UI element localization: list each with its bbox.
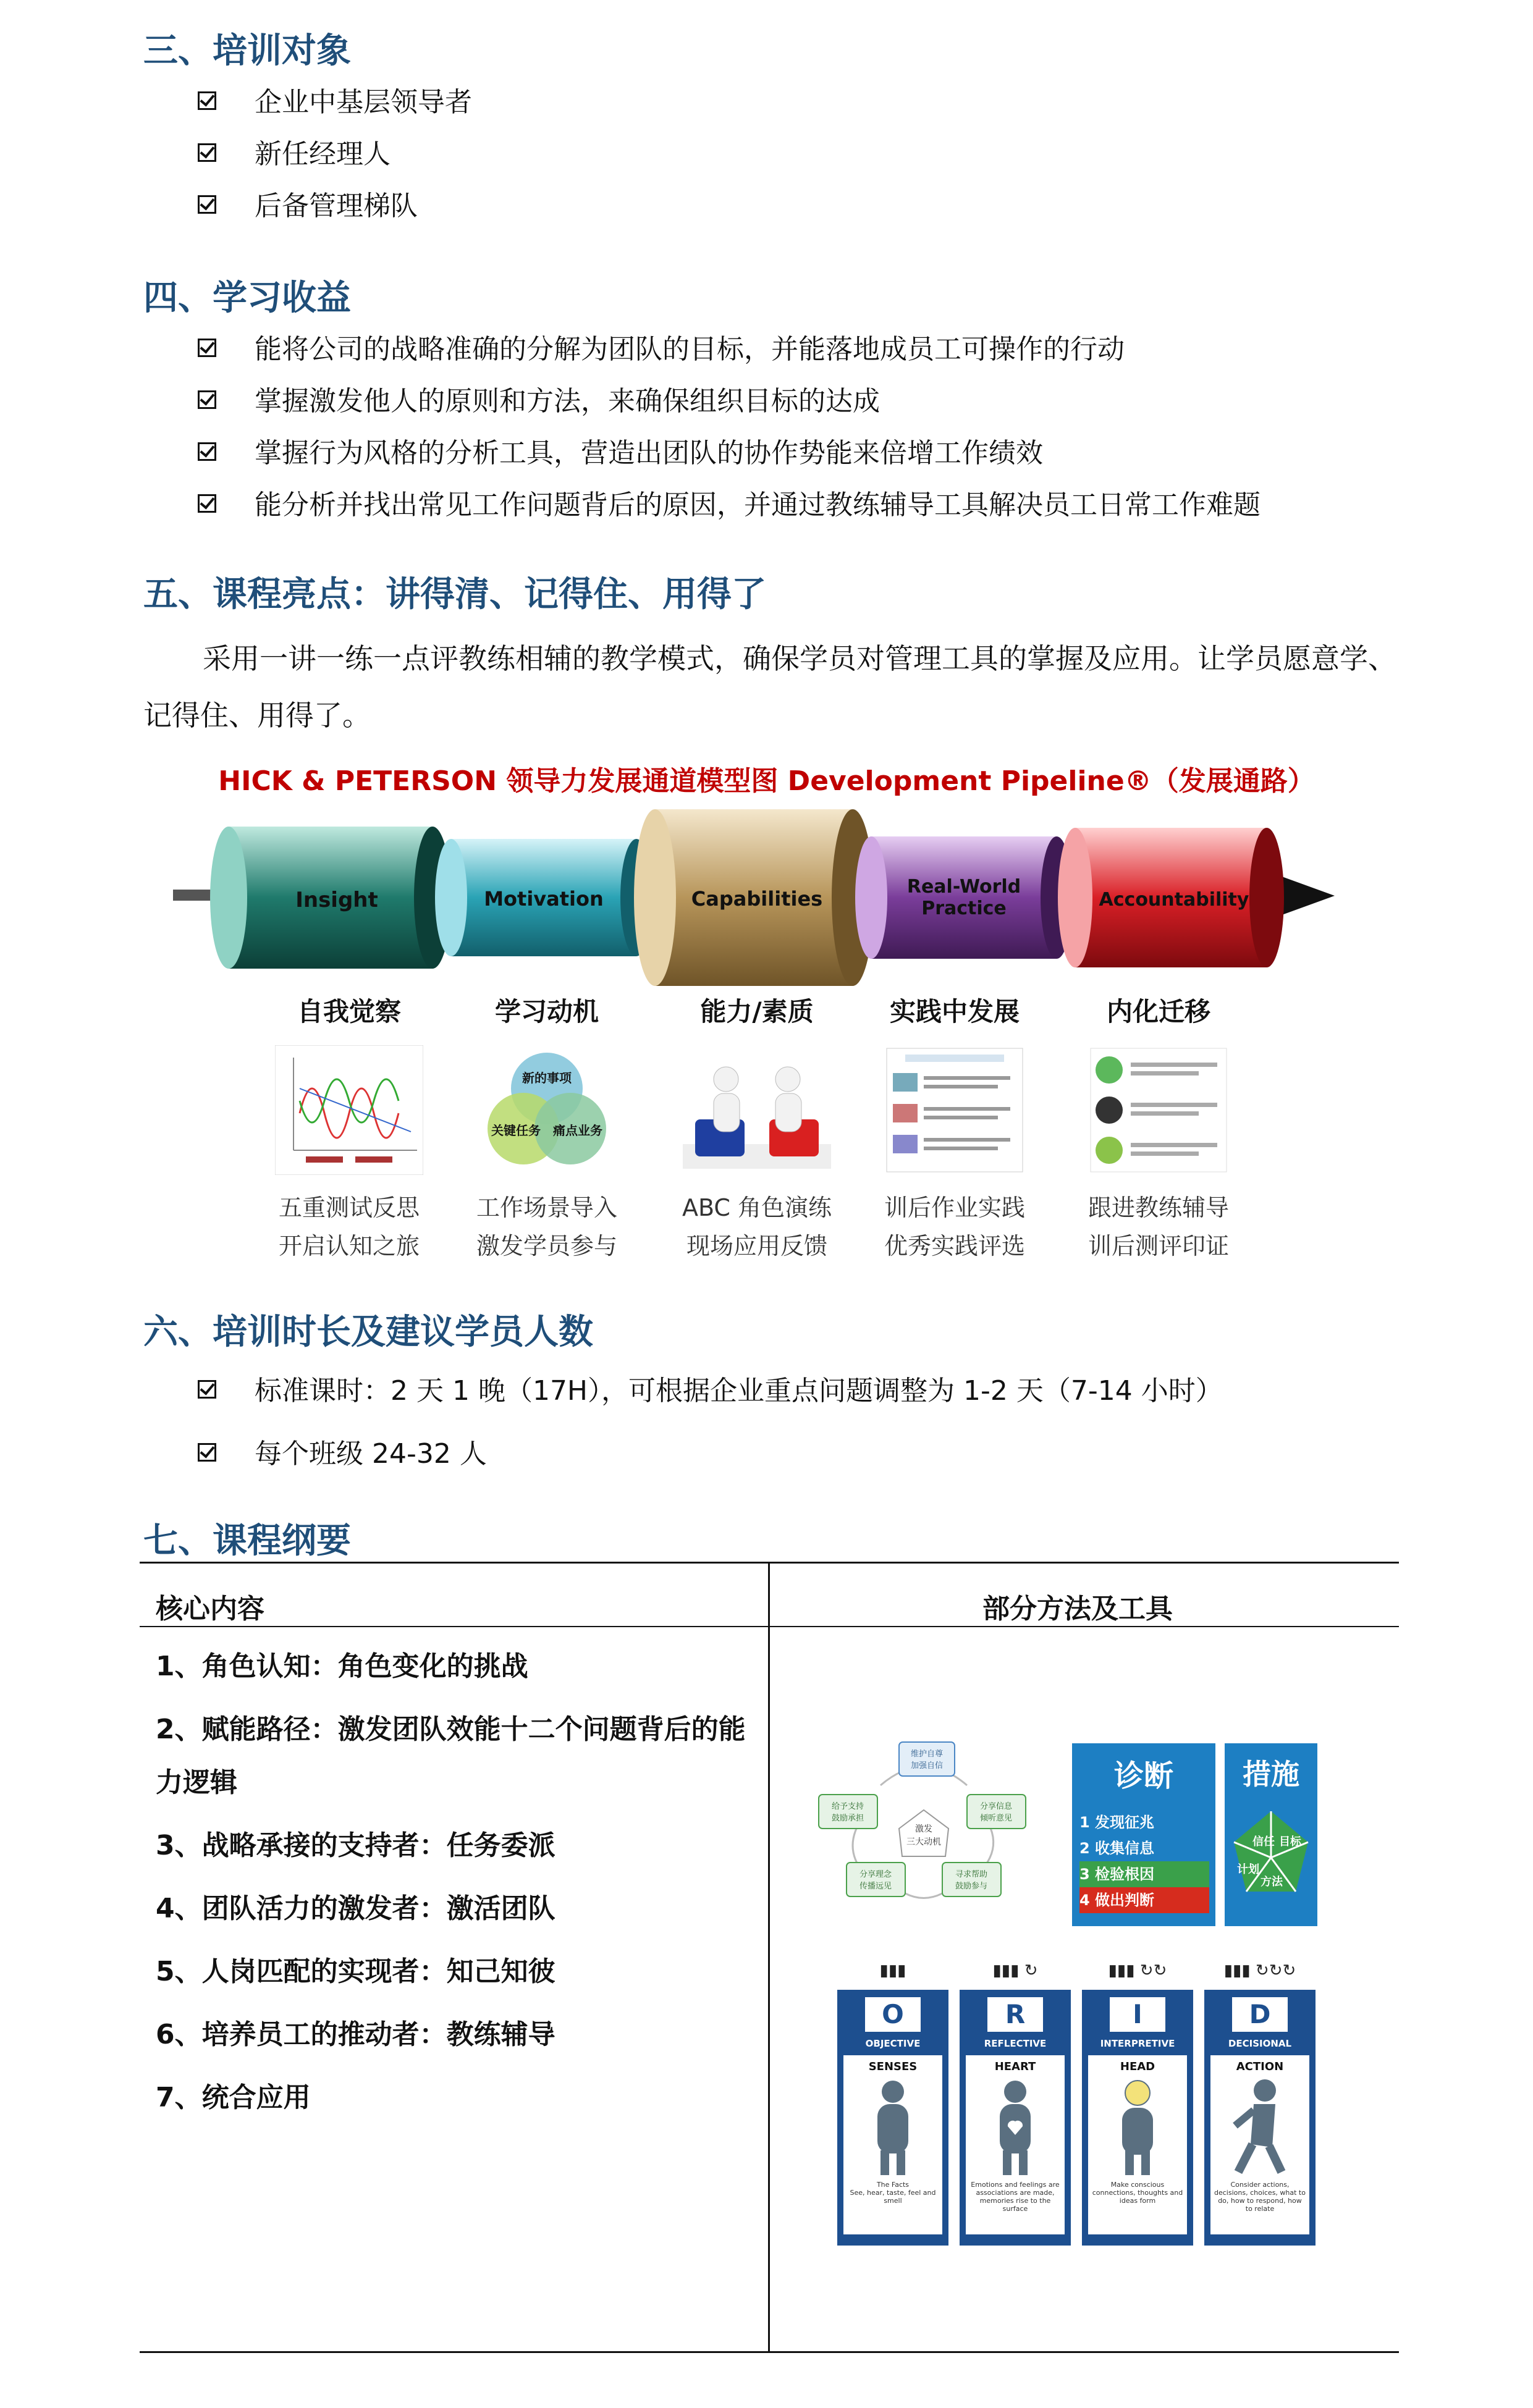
checkbox-icon [198, 442, 216, 461]
stage-desc-line1: 五重测试反思 [278, 1194, 420, 1221]
cylinder-label: Motivation [484, 887, 604, 911]
section-3-list [198, 77, 472, 232]
checkbox-icon [198, 143, 216, 162]
lightbulb-figure-icon [1088, 2073, 1187, 2178]
pipeline-title: HICK & PETERSON 领导力发展通道模型图 Development Pipeline®（发展通路） [218, 765, 1315, 797]
svg-text:加强自信: 加强自信 [910, 1761, 944, 1770]
svg-text:信任: 信任 [1252, 1835, 1275, 1848]
cylinder-accountability [1058, 828, 1284, 967]
svg-text:给予支持: 给予支持 [831, 1802, 864, 1811]
checkbox-icon [198, 195, 216, 214]
section-7-title: 七、课程纲要 [143, 1521, 351, 1561]
section-4-list [198, 324, 1261, 531]
table-column-divider [768, 1562, 770, 2352]
svg-text:计划: 计划 [1237, 1863, 1259, 1876]
list-item: 后备管理梯队 [198, 180, 472, 232]
table-header-methods-tools: 部分方法及工具 [982, 1593, 1173, 1625]
cycle-node [819, 1795, 877, 1829]
stage-self-awareness [247, 993, 451, 1265]
outline-item: 2、赋能路径：激发团队效能十二个问题背后的能力逻辑 [156, 1714, 746, 1798]
orid-level: ACTION [1236, 2060, 1284, 2073]
orid-letter: D [1232, 1997, 1288, 2032]
orid-letter: I [1110, 1997, 1165, 2032]
list-item: 掌握激发他人的原则和方法，来确保组织目标的达成 [198, 376, 1261, 427]
orid-level: HEAD [1120, 2060, 1155, 2073]
stage-desc-line2: 现场应用反馈 [686, 1232, 827, 1260]
stage-heading: 能力/素质 [700, 996, 814, 1027]
orid-name: REFLECTIVE [984, 2038, 1047, 2049]
orid-card-decisional: ▮▮▮ ↻↻↻ D DECISIONAL ACTION Consider actions, decisions, choices, what to do, how to respond, how to relate [1204, 1961, 1316, 2246]
section-6-list [198, 1365, 1223, 1480]
cylinder-motivation [435, 839, 652, 956]
stage-heading: 实践中发展 [889, 996, 1020, 1027]
diagnose-title: 诊断 [1113, 1759, 1173, 1793]
venn-label: 痛点业务 [553, 1123, 602, 1138]
section-4-title: 四、学习收益 [143, 278, 351, 318]
orid-letter: R [987, 1997, 1043, 2032]
orid-note: Make conscious connections, thoughts and ideas form [1092, 2181, 1183, 2205]
stage-desc-line2: 优秀实践评选 [884, 1232, 1025, 1260]
stage-motivation [445, 993, 649, 1265]
svg-text:寻求帮助: 寻求帮助 [955, 1870, 988, 1879]
outline-item: 6、培养员工的推动者：教练辅导 [156, 2019, 555, 2050]
svg-text:分享信息: 分享信息 [979, 1802, 1013, 1811]
orid-card-reflective: ▮▮▮ ↻ R REFLECTIVE HEART Emotions and feelings are associations are made, memories rise to the surface [960, 1961, 1071, 2246]
cylinder-label: Insight [295, 888, 378, 912]
motivation-cycle-diagram [806, 1736, 1041, 1921]
stage-desc-line1: 工作场景导入 [476, 1194, 617, 1221]
cylinder-label-line2: Practice [921, 898, 1007, 919]
svg-text:倾听意见: 倾听意见 [979, 1814, 1013, 1823]
orid-level: SENSES [868, 2060, 918, 2073]
svg-text:传播远见: 传播远见 [859, 1882, 892, 1891]
outline-item: 4、团队活力的激发者：激活团队 [156, 1893, 555, 1924]
cycle-node [847, 1863, 905, 1897]
table-header-core-content: 核心内容 [156, 1593, 264, 1625]
cylinder-real-world-practice [855, 836, 1073, 959]
cycle-node [899, 1742, 955, 1776]
checkbox-icon [198, 339, 216, 357]
section-5-title: 五、课程亮点：讲得清、记得住、用得了 [143, 575, 766, 615]
diagnose-step: 3 检验根因 [1079, 1861, 1209, 1887]
list-item: 企业中基层领导者 [198, 77, 472, 128]
course-outline-list [156, 1640, 761, 2134]
stage-heading: 学习动机 [494, 996, 599, 1027]
cycle-node [967, 1795, 1026, 1829]
svg-text:方法: 方法 [1261, 1875, 1283, 1888]
svg-text:分享理念: 分享理念 [859, 1870, 892, 1879]
stage-heading: 内化迁移 [1106, 996, 1210, 1027]
outline-item: 5、人岗匹配的实现者：知己知彼 [156, 1956, 555, 1987]
measures-wheel-icon [1225, 1799, 1317, 1922]
stage-desc-line1: ABC 角色演练 [682, 1194, 832, 1221]
list-item: 标准课时：2 天 1 晚（17H），可根据企业重点问题调整为 1-2 天（7-14 小时） [198, 1365, 1223, 1417]
orid-diagram [837, 1961, 1319, 2246]
list-item: 新任经理人 [198, 128, 472, 180]
measures-panel [1225, 1743, 1317, 1926]
cylinder-insight [210, 827, 451, 969]
orid-name: OBJECTIVE [865, 2038, 921, 2049]
stage-internalize [1057, 993, 1261, 1265]
line-chart-thumbnail-icon [275, 1045, 423, 1175]
checkbox-icon [198, 91, 216, 110]
stage-desc-line1: 训后作业实践 [884, 1194, 1025, 1221]
measures-title: 措施 [1243, 1758, 1299, 1791]
outline-item: 7、统合应用 [156, 2082, 311, 2113]
stage-heading: 自我觉察 [297, 996, 401, 1027]
list-item: 能将公司的战略准确的分解为团队的目标，并能落地成员工可操作的行动 [198, 324, 1261, 376]
orid-card-objective: ▮▮▮ O OBJECTIVE SENSES The Facts See, hear, taste, feel and smell [837, 1961, 948, 2246]
orid-name: DECISIONAL [1228, 2038, 1292, 2049]
outline-item: 3、战略承接的支持者：任务委派 [156, 1830, 555, 1861]
checkbox-icon [198, 494, 216, 513]
diagnose-step: 4 做出判断 [1079, 1887, 1209, 1913]
orid-letter: O [865, 1997, 921, 2032]
running-figure-icon [1210, 2073, 1309, 2178]
svg-text:目标: 目标 [1279, 1835, 1301, 1848]
svg-text:维护自尊: 维护自尊 [910, 1749, 944, 1759]
section-5-paragraph: 采用一讲一练一点评教练相辅的教学模式，确保学员对管理工具的掌握及应用。让学员愿意学、记得住、用得了。 [143, 642, 1396, 732]
silhouette-figure-icon [843, 2073, 942, 2178]
cylinder-capabilities [634, 809, 874, 986]
cycle-node [942, 1863, 1001, 1897]
diagnose-panel [1072, 1743, 1215, 1926]
stage-desc-line2: 训后测评印证 [1087, 1232, 1229, 1260]
heart-figure-icon [966, 2073, 1065, 2178]
cycle-center-line1: 激发 [915, 1824, 932, 1834]
cylinder-label: Accountability [1099, 889, 1249, 911]
checkbox-icon [198, 1380, 216, 1399]
section-3-title: 三、培训对象 [143, 31, 351, 71]
cylinder-label: Capabilities [691, 887, 823, 911]
orid-card-interpretive: ▮▮▮ ↻↻ I INTERPRETIVE HEAD Make conscious connections, thoughts and ideas form [1082, 1961, 1193, 2246]
orid-note: Consider actions, decisions, choices, what to do, how to respond, how to relate [1214, 2181, 1306, 2213]
stage-practice [853, 993, 1057, 1265]
two-figures-meeting-icon [683, 1045, 831, 1175]
followup-channels-icon [1084, 1045, 1233, 1175]
orid-note: Emotions and feelings are associations are made, memories rise to the surface [971, 2181, 1060, 2213]
svg-text:鼓励承担: 鼓励承担 [831, 1814, 864, 1823]
orid-level: HEART [994, 2060, 1036, 2073]
orid-name: INTERPRETIVE [1100, 2038, 1175, 2049]
cylinder-label-line1: Real-World [906, 876, 1021, 898]
checkbox-icon [198, 1443, 216, 1462]
list-item: 能分析并找出常见工作问题背后的原因，并通过教练辅导工具解决员工日常工作难题 [198, 479, 1261, 531]
checkbox-icon [198, 390, 216, 409]
stage-capabilities [655, 993, 859, 1265]
venn-label: 关键任务 [491, 1123, 541, 1138]
orid-note: The Facts See, hear, taste, feel and smell [850, 2181, 936, 2205]
outline-item: 1、角色认知：角色变化的挑战 [156, 1651, 528, 1682]
stage-desc-line1: 跟进教练辅导 [1087, 1194, 1229, 1221]
pipeline-diagram [161, 797, 1335, 1001]
section-6-title: 六、培训时长及建议学员人数 [143, 1312, 593, 1352]
document-thumbnail-icon [881, 1045, 1029, 1175]
diagnose-step: 2 收集信息 [1079, 1840, 1155, 1857]
diagnose-step: 1 发现征兆 [1079, 1814, 1155, 1831]
cycle-center-line2: 三大动机 [906, 1837, 941, 1847]
venn-diagram-icon [473, 1045, 621, 1175]
list-item: 每个班级 24-32 人 [198, 1428, 1223, 1480]
list-item: 掌握行为风格的分析工具，营造出团队的协作势能来倍增工作绩效 [198, 427, 1261, 479]
venn-label: 新的事项 [522, 1071, 572, 1085]
stage-desc-line2: 开启认知之旅 [278, 1232, 420, 1260]
svg-text:鼓励参与: 鼓励参与 [955, 1882, 988, 1891]
stage-desc-line2: 激发学员参与 [476, 1232, 617, 1260]
